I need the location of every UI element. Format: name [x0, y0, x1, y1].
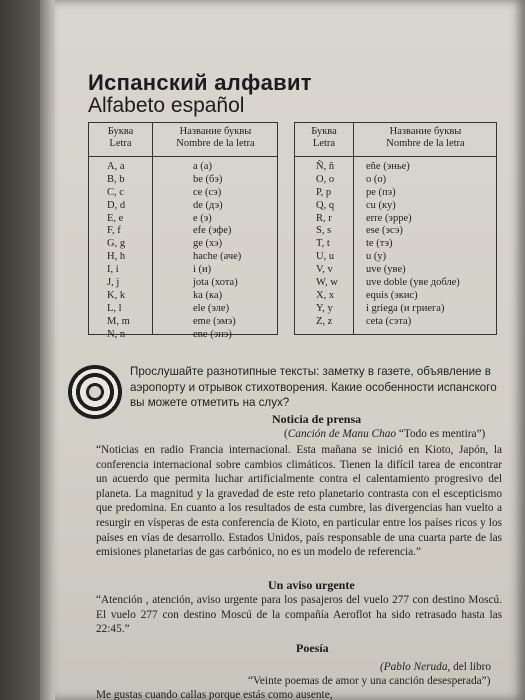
letter-name-cell: u (у)	[366, 251, 387, 263]
letter-name-cell: o (о)	[366, 173, 387, 185]
letter-cell: B, b	[107, 173, 125, 185]
letter-cell: D, d	[107, 199, 126, 211]
letter-cell: C, c	[107, 186, 124, 198]
letter-name-cell: ce (сэ)	[193, 186, 222, 198]
letter-name-cell: ene (энэ)	[193, 328, 232, 340]
letter-name-cell: uve (увe)	[366, 264, 406, 276]
letter-name-cell: i (и)	[193, 264, 212, 276]
poesia-first-line: Me gustas cuando callas porque estás como ausente,	[96, 689, 333, 700]
letter-name-cell: ele (эле)	[193, 302, 230, 314]
title-spanish: Alfabeto español	[88, 94, 245, 117]
letter-name-cell: ka (ка)	[193, 289, 223, 301]
letter-cell: X, x	[316, 289, 335, 301]
letter-name-cell: te (тэ)	[366, 238, 393, 250]
letter-name-cell: a (а)	[193, 161, 212, 172]
letter-cell: Ñ, ñ	[316, 161, 335, 172]
letter-cell: M, m	[107, 315, 130, 327]
letter-name-cell: eme (эмэ)	[193, 315, 236, 327]
alphabet-table-left	[88, 122, 278, 340]
letter-name-cell: e (э)	[193, 212, 212, 224]
letter-cell: Q, q	[316, 199, 335, 211]
letter-cell: N, n	[107, 328, 126, 340]
listening-instruction: Прослушайте разнотипные тексты: заметку в газете, объявление в аэропорту и отрывок стихотворения. Какие особенности испанского вы можете отметить на слух?	[130, 365, 497, 409]
letter-name-cell: i griega (и гриега)	[366, 302, 445, 314]
letter-name-cell: ge (хэ)	[193, 238, 223, 250]
letter-cell: V, v	[316, 264, 333, 276]
letter-cell: S, s	[316, 225, 332, 237]
aviso-body: “Atención , atención, aviso urgente para los pasajeros del vuelo 277 con destino Moscú. El vuelo 277 con destino Moscú de la compañía Aeroflot ha sido retrasado hasta las 22:45.”	[96, 594, 502, 636]
letters-column	[107, 161, 130, 341]
letter-name-cell: eñe (энье)	[366, 161, 410, 172]
letters-column	[316, 161, 338, 329]
names-column	[193, 161, 241, 341]
audio-cd-icon	[68, 365, 122, 419]
header-letter: Буква Letra	[107, 126, 134, 149]
title-russian: Испанский алфавит	[88, 70, 312, 95]
noticia-heading: Noticia de prensa	[272, 412, 362, 426]
alphabet-table-right	[294, 122, 497, 335]
header-letter: Буква Letra	[311, 126, 337, 149]
poesia-source: (Pablo Neruda, del libro	[380, 661, 492, 673]
letter-cell: U, u	[316, 251, 335, 263]
poesia-heading: Poesía	[296, 641, 329, 655]
letter-cell: O, o	[316, 173, 335, 185]
letter-name-cell: ese (эсэ)	[366, 225, 403, 237]
letter-cell: L, l	[107, 302, 122, 314]
letter-cell: E, e	[107, 212, 124, 224]
letter-name-cell: uve doble (увe добле)	[366, 277, 460, 289]
letter-cell: Z, z	[316, 315, 333, 327]
letter-cell: H, h	[107, 251, 126, 263]
noticia-body: “Noticias en radio Francia internacional. Esta mañana se inició en Kioto, Japón, la conferencia internacional sobre cambios climáticos. Tienen la difícil tarea de encontrar un acuerdo que permita luchar artificialmente contra el calentamiento progresivo del planeta. La magnitud y la gravedad de este reto planetario contrasta con el escepticismo que predomina. En cuanto a los resultados de esta cumbre, las divergencias han vuelto a resurgir en vísperas de esta conferencia de Kioto, en particular entre los países ricos y los países en vías de desarrollo. Estados Unidos, país responsable de una cuarta parte de las emisiones planetarias de gas carbónico, no es un modelo de referencia.”	[96, 444, 502, 559]
letter-cell: W, w	[316, 277, 338, 289]
letter-name-cell: efe (эфе)	[193, 225, 232, 237]
letter-cell: A, a	[107, 161, 125, 172]
letter-cell: T, t	[316, 238, 330, 250]
letter-name-cell: hache (аче)	[193, 251, 242, 263]
header-letter-name: Название буквы Nombre de la letra	[386, 126, 465, 149]
names-column	[366, 161, 460, 329]
poesia-source-line2: “Veinte poemas de amor y una canción desesperada”)	[248, 675, 491, 687]
letter-cell: Y, y	[316, 302, 333, 314]
letter-name-cell: ceta (сэта)	[366, 315, 412, 327]
letter-cell: F, f	[107, 225, 121, 237]
letter-cell: J, j	[107, 277, 120, 289]
letter-name-cell: de (дэ)	[193, 199, 223, 211]
letter-name-cell: equis (экис)	[366, 289, 418, 301]
letter-name-cell: pe (пэ)	[366, 186, 396, 198]
letter-cell: R, r	[316, 212, 332, 224]
letter-cell: P, p	[316, 186, 332, 198]
letter-cell: K, k	[107, 289, 126, 301]
letter-name-cell: jota (хота)	[193, 277, 238, 289]
letter-cell: I, i	[107, 264, 119, 276]
aviso-heading: Un aviso urgente	[268, 578, 355, 592]
noticia-source: (Canción de Manu Chao “Todo es mentira”)	[284, 428, 486, 440]
letter-name-cell: erre (эрре)	[366, 212, 412, 224]
letter-cell: G, g	[107, 238, 126, 250]
letter-name-cell: be (бэ)	[193, 173, 223, 185]
letter-name-cell: cu (ку)	[366, 199, 396, 211]
header-letter-name: Название буквы Nombre de la letra	[176, 126, 255, 149]
